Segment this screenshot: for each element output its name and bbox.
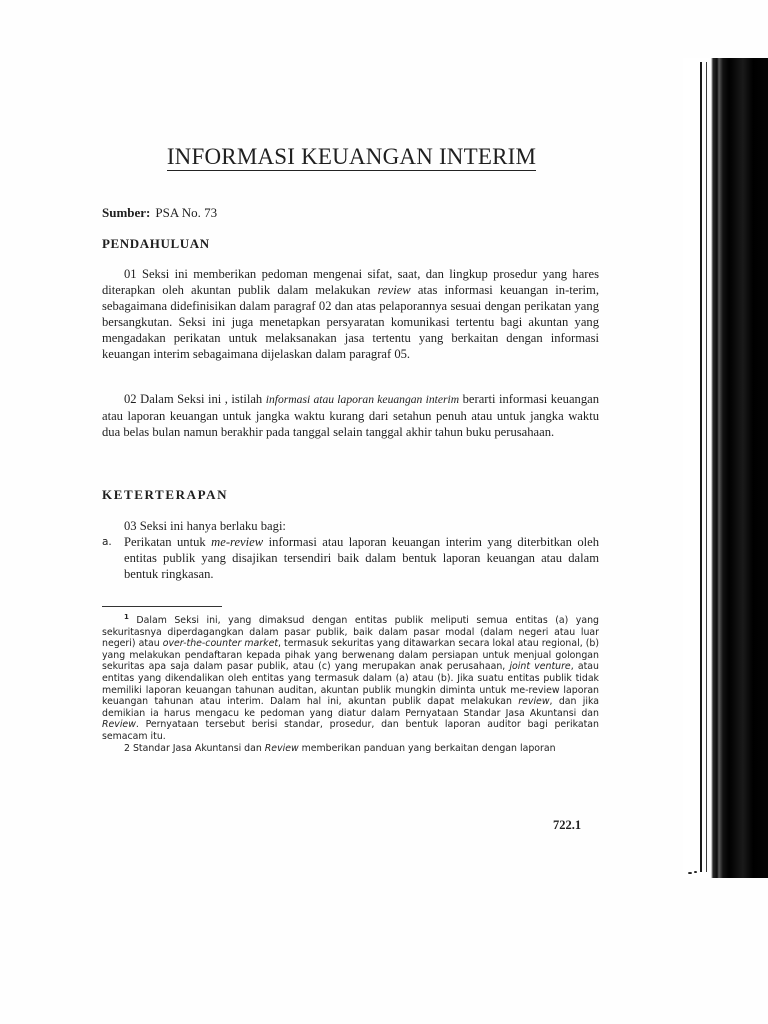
footnote-1-text-a: Dalam Seksi ini, yang dimaksud dengan entitas publik meliputi semua entitas (a) yang sekuritasnya diperdagangkan dalam pasar publik, baik dalam pasar modal (dalam negeri atau luar negeri) atau (102, 615, 599, 650)
footnote-1-text-d: , dan jika demikian ia harus mengacu ke pedoman yang diatur dalam Pernyataan Standar Jasa Akuntansi dan (102, 696, 600, 719)
paragraph-01-term: review (377, 283, 411, 298)
footnotes (102, 612, 600, 754)
footnote-1-term-3: review (518, 696, 550, 708)
footnote-1 (102, 612, 600, 743)
footnote-1-text-e: . Pernyataan tersebut berisi standar, prosedur, dan bentuk laporan auditor bagi perikatan semacam itu. (102, 719, 599, 742)
footnote-2-text-b: memberikan panduan yang berkaitan dengan laporan (298, 742, 556, 754)
footnote-1-term-4: Review (102, 719, 136, 731)
footnote-1-term-2: joint venture (509, 661, 571, 673)
footnote-2-term: Review (264, 742, 299, 754)
paragraph-02 (102, 391, 599, 440)
footnote-1-term-1: over-the-counter market (162, 638, 279, 650)
paragraph-02-text-a: 02 Dalam Seksi ini , istilah (124, 392, 266, 406)
source-label: Sumber: (102, 205, 151, 220)
document-title-text: INFORMASI KEUANGAN INTERIM (166, 144, 537, 169)
footnote-1-text-c: , atau entitas yang dikendalikan oleh entitas yang termasuk dalam (a) atau (b). Jika suatu entitas publik tidak memiliki laporan keuangan tahunan auditan, akuntan publik mungkin diminta untuk me-review laporan keuangan tahunan atau interim. Dalam hal ini, akuntan publik dapat melakukan (102, 661, 599, 708)
list-item-a-body (124, 534, 599, 582)
binding-shadow (683, 58, 768, 878)
footnote-2 (102, 743, 599, 755)
paragraph-01-text-a: 01 Seksi ini memberikan pedoman mengenai sifat, saat, dan lingkup prosedur yang hares diterapkan oleh akuntan publik dalam melakukan (102, 267, 599, 298)
list-item-a-letter: a. (102, 536, 112, 548)
list-item-a-text-b: informasi atau laporan keuangan interim yang diterbitkan oleh entitas publik yang disajikan tersendiri baik dalam bentuk laporan keuangan atau dalam bentuk ringkasan. (124, 535, 599, 582)
footnote-divider (102, 606, 222, 607)
page-number: 722.1 (553, 818, 582, 832)
paragraph-03: 03 Seksi ini hanya berlaku bagi: (124, 519, 286, 533)
footnote-1-text-b: , termasuk sekuritas yang ditawarkan secara lokal atau regional, (b) yang melakukan pendaftaran kepada pihak yang berwenang dalam persiapan untuk menjual golongan sekuritas apa saja dalam pasar publik, atau (c) yang merupakan anak perusahaan, (102, 638, 599, 673)
paragraph-01 (102, 266, 599, 363)
paragraph-02-text-b: berarti informasi keuangan atau laporan keuangan untuk jangka waktu kurang dari setahun penuh atau untuk jangka waktu dua belas bulan namun berakhir pada tanggal selain tanggal akhir tahun buku perusahaan. (102, 392, 600, 440)
scan-speck (688, 872, 692, 874)
list-item-a-text-a: Perikatan untuk (124, 535, 212, 549)
binding-rule-secondary (706, 62, 707, 872)
section-heading-keterterapan: KETERTERAPAN (102, 487, 229, 502)
footnote-1-marker: 1 (124, 612, 129, 621)
binding-rule (700, 62, 702, 872)
footnote-2-text-a: 2 Standar Jasa Akuntansi dan (124, 742, 265, 754)
document-title (0, 144, 703, 170)
paragraph-01-text-b: atas informasi keuangan in-terim, sebagaimana didefinisikan dalam paragraf 02 dan atas pelaporannya sesuai dengan perikatan yang bersangkutan. Seksi ini juga menetapkan persyaratan komunikasi tertentu bagi akuntan yang mengadakan perikatan untuk melaksanakan jasa tertentu yang berkaitan dengan informasi keuangan interim sebagaimana dijelaskan dalam paragraf 05. (102, 283, 599, 362)
source-line (102, 205, 217, 221)
scan-speck (694, 871, 697, 873)
source-value: PSA No. 73 (155, 205, 218, 220)
list-item-a-term: me-review (211, 535, 264, 549)
list-item-a (102, 534, 599, 582)
paragraph-02-term: informasi atau laporan keuangan interim (265, 393, 460, 406)
section-heading-pendahuluan: PENDAHULUAN (102, 236, 210, 251)
